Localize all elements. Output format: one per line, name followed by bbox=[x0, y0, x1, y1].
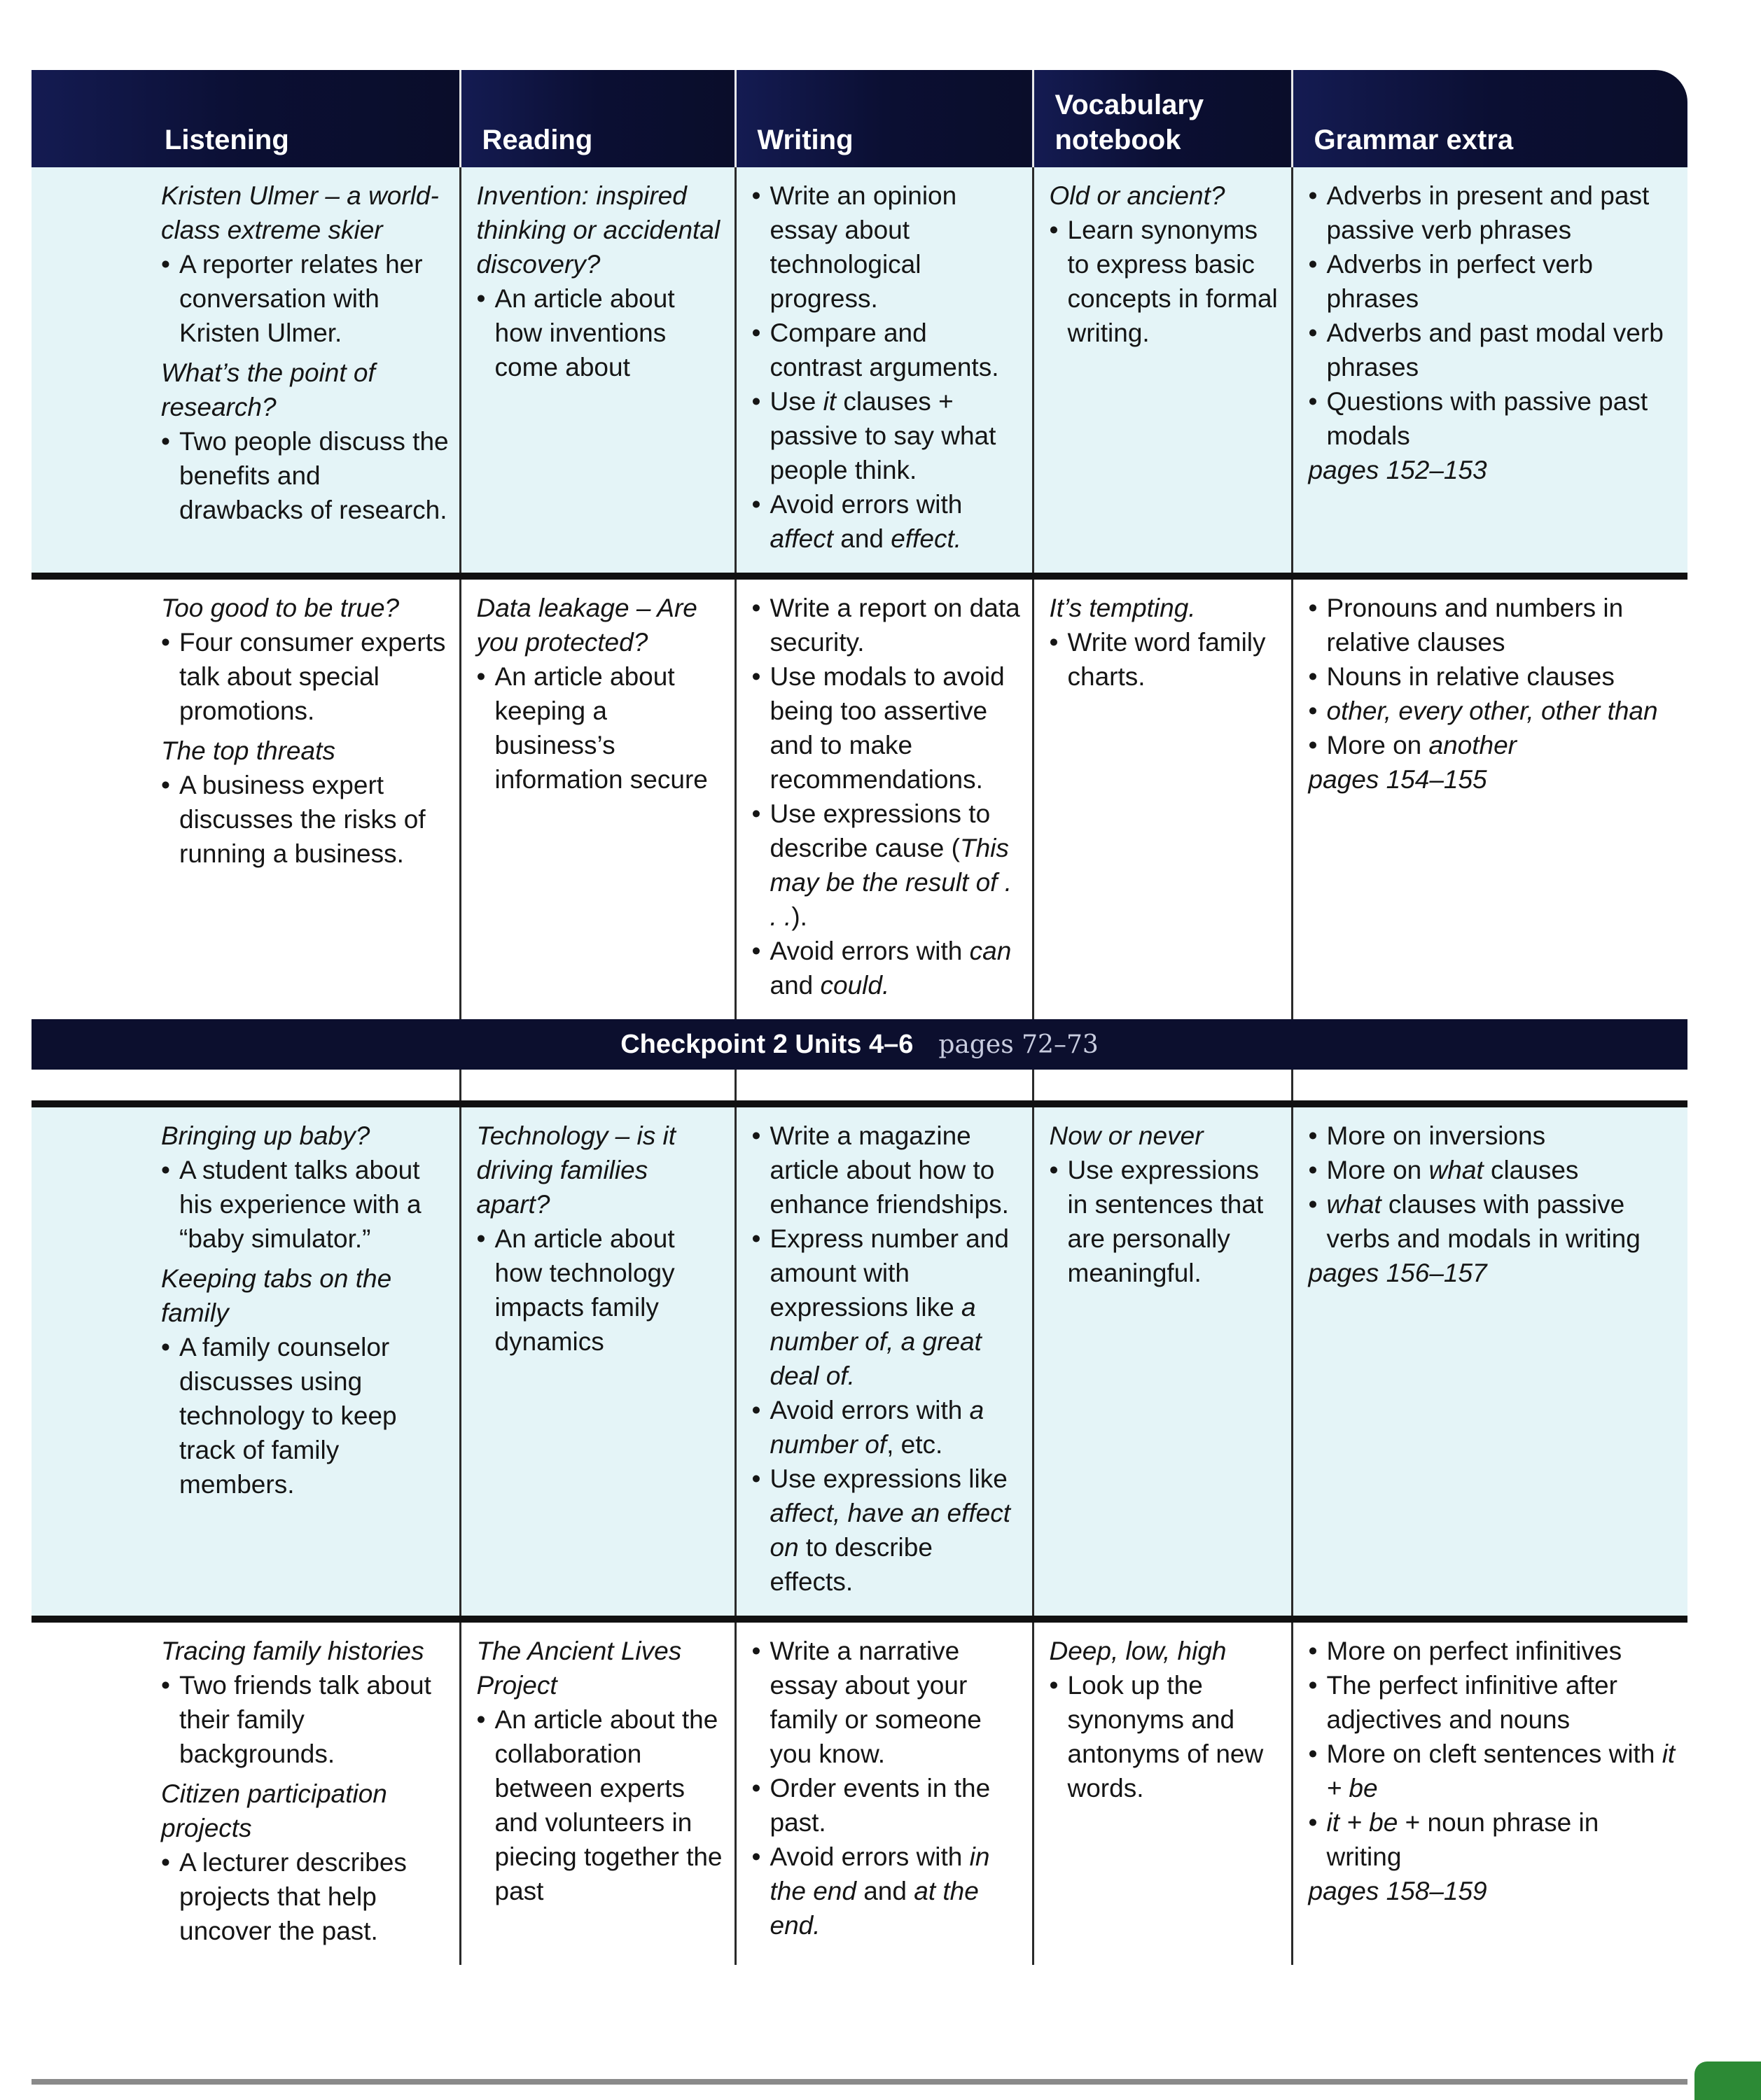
listening-cell bbox=[32, 1619, 460, 1965]
listening-bullet: • A family counselor discusses using technology to keep track of family members. bbox=[161, 1330, 450, 1502]
reading-cell bbox=[460, 167, 735, 576]
writing-cell bbox=[735, 576, 1033, 1019]
listening-bullet: • A lecturer describes projects that help uncover the past. bbox=[161, 1845, 450, 1948]
writing-bullet: • Express number and amount with expressions like a number of, a great deal of. bbox=[752, 1222, 1022, 1393]
checkpoint-pages: pages 72–73 bbox=[938, 1030, 1099, 1059]
contents-table bbox=[32, 70, 1687, 1965]
listening-cell bbox=[32, 576, 460, 1019]
grammar-cell bbox=[1292, 576, 1687, 1019]
listening-title: Too good to be true? bbox=[161, 594, 400, 622]
grammar-pages: pages 152–153 bbox=[1308, 456, 1487, 484]
bottom-rule bbox=[32, 2079, 1687, 2085]
writing-cell bbox=[735, 167, 1033, 576]
listening-bullet: • A reporter relates her conversation with Kristen Ulmer. bbox=[161, 247, 450, 350]
vocabulary-bullet: • Use expressions in sentences that are personally meaningful. bbox=[1050, 1153, 1281, 1290]
header-grammar-extra: Grammar extra bbox=[1292, 70, 1687, 167]
vocabulary-bullet: • Look up the synonyms and antonyms of new words. bbox=[1050, 1668, 1281, 1805]
listening-title: Keeping tabs on the family bbox=[161, 1264, 392, 1327]
grammar-bullet: • Nouns in relative clauses bbox=[1309, 659, 1678, 694]
grammar-pages: pages 156–157 bbox=[1308, 1259, 1487, 1287]
vocabulary-title: Deep, low, high bbox=[1049, 1637, 1227, 1665]
checkpoint-label: Checkpoint 2 Units 4–6 bbox=[620, 1029, 914, 1059]
reading-cell bbox=[460, 1104, 735, 1619]
unit-row bbox=[32, 1619, 1687, 1965]
listening-bullet: • Two friends talk about their family backgrounds. bbox=[161, 1668, 450, 1771]
vocabulary-bullet: • Learn synonyms to express basic concepts in formal writing. bbox=[1050, 213, 1281, 350]
listening-cell bbox=[32, 1104, 460, 1619]
grammar-bullet: • Adverbs in present and past passive verb phrases bbox=[1309, 178, 1678, 247]
grammar-bullet: • other, every other, other than bbox=[1309, 694, 1678, 728]
listening-title: Bringing up baby? bbox=[161, 1121, 370, 1150]
reading-cell bbox=[460, 576, 735, 1019]
header-writing: Writing bbox=[735, 70, 1033, 167]
writing-bullet: • Order events in the past. bbox=[752, 1771, 1022, 1840]
grammar-bullet: • More on what clauses bbox=[1309, 1153, 1678, 1187]
writing-bullet: • Use expressions to describe cause (This may be the result of . . .). bbox=[752, 797, 1022, 934]
writing-cell bbox=[735, 1619, 1033, 1965]
unit-row bbox=[32, 576, 1687, 1019]
header-row bbox=[32, 70, 1687, 167]
grammar-bullet: • More on perfect infinitives bbox=[1309, 1634, 1678, 1668]
listening-cell bbox=[32, 167, 460, 576]
vocabulary-cell bbox=[1033, 167, 1292, 576]
listening-bullet: • Two people discuss the benefits and drawbacks of research. bbox=[161, 424, 450, 527]
writing-bullet: • Use expressions like affect, have an effect on to describe effects. bbox=[752, 1462, 1022, 1599]
spacer-row bbox=[32, 1070, 1687, 1104]
header-vocab-line1: Vocabulary bbox=[1054, 90, 1204, 120]
grammar-cell bbox=[1292, 1104, 1687, 1619]
grammar-bullet: • what clauses with passive verbs and modals in writing bbox=[1309, 1187, 1678, 1256]
grammar-bullet: • More on cleft sentences with it + be bbox=[1309, 1737, 1678, 1805]
grammar-cell bbox=[1292, 167, 1687, 576]
grammar-bullet: • More on another bbox=[1309, 728, 1678, 762]
vocabulary-title: Old or ancient? bbox=[1049, 181, 1225, 210]
reading-bullet: • An article about keeping a business’s information secure bbox=[477, 659, 725, 797]
header-reading: Reading bbox=[460, 70, 735, 167]
writing-bullet: • Avoid errors with a number of, etc. bbox=[752, 1393, 1022, 1462]
checkpoint-band bbox=[32, 1019, 1687, 1070]
vocabulary-bullet: • Write word family charts. bbox=[1050, 625, 1281, 694]
header-vocab-line2: notebook bbox=[1054, 125, 1181, 155]
vocabulary-cell bbox=[1033, 1104, 1292, 1619]
unit-row bbox=[32, 1104, 1687, 1619]
listening-bullet: • A business expert discusses the risks of running a business. bbox=[161, 768, 450, 871]
grammar-bullet: • it + be + noun phrase in writing bbox=[1309, 1805, 1678, 1874]
writing-bullet: • Avoid errors with can and could. bbox=[752, 934, 1022, 1002]
grammar-bullet: • More on inversions bbox=[1309, 1119, 1678, 1153]
vocabulary-cell bbox=[1033, 1619, 1292, 1965]
unit-row bbox=[32, 167, 1687, 576]
page-corner-tab bbox=[1694, 2062, 1761, 2100]
grammar-bullet: • The perfect infinitive after adjectives and nouns bbox=[1309, 1668, 1678, 1737]
writing-bullet: • Use it clauses + passive to say what people think. bbox=[752, 384, 1022, 487]
writing-bullet: • Use modals to avoid being too assertive and to make recommendations. bbox=[752, 659, 1022, 797]
writing-bullet: • Write an opinion essay about technological progress. bbox=[752, 178, 1022, 316]
listening-bullet: • A student talks about his experience with a “baby simulator.” bbox=[161, 1153, 450, 1256]
checkpoint-row bbox=[32, 1019, 1687, 1070]
reading-bullet: • An article about how inventions come about bbox=[477, 281, 725, 384]
vocabulary-cell bbox=[1033, 576, 1292, 1019]
writing-bullet: • Write a report on data security. bbox=[752, 591, 1022, 659]
grammar-bullet: • Pronouns and numbers in relative clauses bbox=[1309, 591, 1678, 659]
header-listening: Listening bbox=[32, 70, 460, 167]
listening-bullet: • Four consumer experts talk about special promotions. bbox=[161, 625, 450, 728]
grammar-bullet: • Questions with passive past modals bbox=[1309, 384, 1678, 453]
reading-bullet: • An article about how technology impacts family dynamics bbox=[477, 1222, 725, 1359]
vocabulary-title: It’s tempting. bbox=[1049, 594, 1196, 622]
writing-bullet: • Avoid errors with affect and effect. bbox=[752, 487, 1022, 556]
reading-bullet: • An article about the collaboration between experts and volunteers in piecing together the past bbox=[477, 1702, 725, 1908]
grammar-pages: pages 154–155 bbox=[1308, 765, 1487, 794]
vocabulary-title: Now or never bbox=[1049, 1121, 1204, 1150]
writing-bullet: • Write a narrative essay about your family or someone you know. bbox=[752, 1634, 1022, 1771]
listening-title: The top threats bbox=[161, 736, 335, 765]
listening-title: What’s the point of research? bbox=[161, 358, 375, 421]
writing-bullet: • Write a magazine article about how to enhance friendships. bbox=[752, 1119, 1022, 1222]
grammar-pages: pages 158–159 bbox=[1308, 1877, 1487, 1905]
listening-title: Tracing family histories bbox=[161, 1637, 424, 1665]
contents-table-page bbox=[32, 70, 1687, 1965]
reading-title: Technology – is it driving families apart? bbox=[476, 1121, 676, 1219]
listening-title: Citizen participation projects bbox=[161, 1779, 387, 1842]
grammar-cell bbox=[1292, 1619, 1687, 1965]
writing-bullet: • Compare and contrast arguments. bbox=[752, 316, 1022, 384]
reading-title: Data leakage – Are you protected? bbox=[476, 594, 697, 657]
header-vocabulary-notebook bbox=[1033, 70, 1292, 167]
reading-title: Invention: inspired thinking or accidental discovery? bbox=[476, 181, 721, 279]
listening-title: Kristen Ulmer – a world-class extreme skier bbox=[161, 181, 439, 244]
grammar-bullet: • Adverbs in perfect verb phrases bbox=[1309, 247, 1678, 316]
reading-title: The Ancient Lives Project bbox=[476, 1637, 682, 1700]
grammar-bullet: • Adverbs and past modal verb phrases bbox=[1309, 316, 1678, 384]
writing-bullet: • Avoid errors with in the end and at the end. bbox=[752, 1840, 1022, 1942]
reading-cell bbox=[460, 1619, 735, 1965]
writing-cell bbox=[735, 1104, 1033, 1619]
